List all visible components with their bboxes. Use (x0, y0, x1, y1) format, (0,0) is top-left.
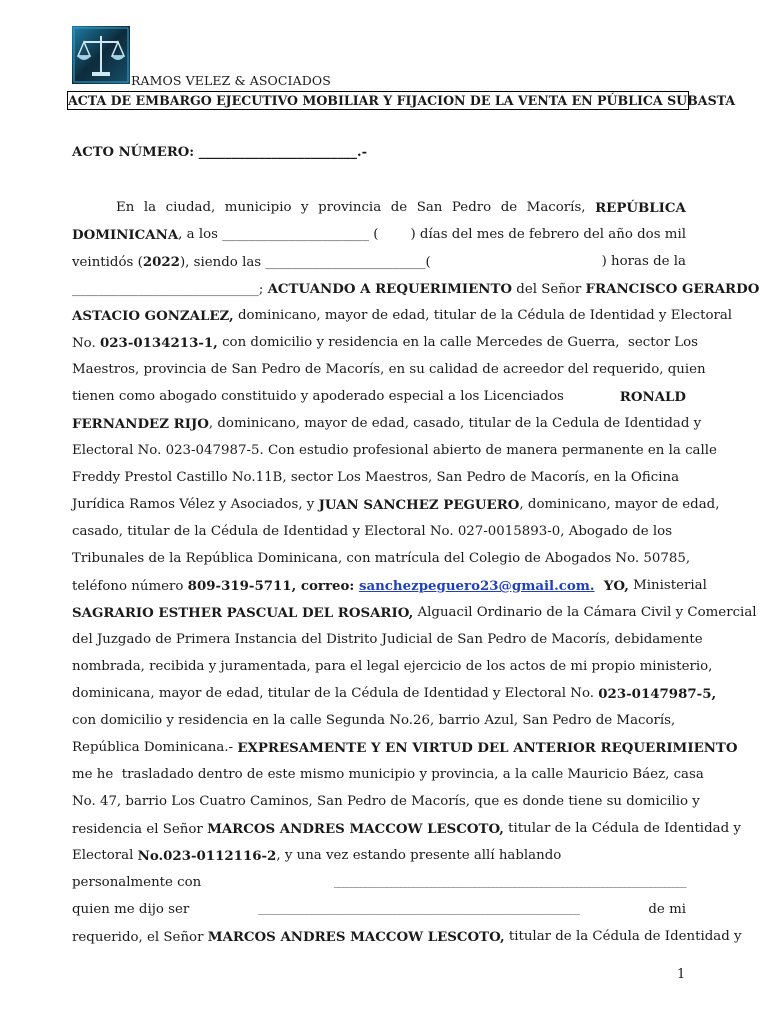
paragraph-line: ____________________________; ACTUANDO A REQUERIMIENTO del Señor FRANCISCO GERARDO (72, 281, 760, 297)
paragraph-line: No. 023-0134213-1, con domicilio y residencia en la calle Mercedes de Guerra, sector Los (72, 335, 698, 351)
act-number: ACTO NÚMERO: ________________________.- (72, 145, 368, 160)
page-number: 1 (677, 967, 686, 982)
document-title: ACTA DE EMBARGO EJECUTIVO MOBILIAR Y FIJACION DE LA VENTA EN PÚBLICA SUBASTA (68, 93, 736, 108)
paragraph-line: dominicana, mayor de edad, titular de la Cédula de Identidad y Electoral No. 023-0147987-5, (72, 686, 717, 702)
paragraph-line: casado, titular de la Cédula de Identidad y Electoral No. 027-0015893-0, Abogado de los (72, 524, 673, 539)
scales-of-justice-icon (72, 26, 130, 84)
paragraph-line: DOMINICANA , a los ______________________ ( ) días del mes de febrero del año dos mil (72, 227, 686, 243)
paragraph-line: Electoral No.023-0112116-2 , y una vez estando presente allí hablando (72, 848, 562, 864)
firm-name: RAMOS VELEZ & ASOCIADOS (131, 73, 331, 88)
paragraph-line: del Juzgado de Primera Instancia del Distrito Judicial de San Pedro de Macorís, debidamente (72, 632, 703, 647)
paragraph-line: personalmente con ________________________________________________________________________________ (72, 875, 686, 890)
paragraph-line: Jurídica Ramos Vélez y Asociados, y JUAN SANCHEZ PEGUERO , dominicano, mayor de edad, (72, 497, 720, 513)
paragraph-line: En la ciudad, municipio y provincia de San Pedro de Macorís, REPÚBLICA (116, 200, 686, 216)
paragraph-line: requerido, el Señor MARCOS ANDRES MACCOW LESCOTO, titular de la Cédula de Identidad y (72, 929, 742, 945)
paragraph-line: Electoral No. 023-047987-5. Con estudio profesional abierto de manera permanente en la calle (72, 443, 717, 458)
paragraph-line: nombrada, recibida y juramentada, para el legal ejercicio de los actos de mi propio ministerio, (72, 659, 713, 674)
paragraph-line: SAGRARIO ESTHER PASCUAL DEL ROSARIO, Alguacil Ordinario de la Cámara Civil y Comercial (72, 605, 757, 621)
paragraph-line: con domicilio y residencia en la calle Segunda No.26, barrio Azul, San Pedro de Macorís, (72, 713, 676, 728)
email-link[interactable]: sanchezpeguero23@gmail.com. (358, 578, 595, 594)
paragraph-line: ASTACIO GONZALEZ, dominicano, mayor de edad, titular de la Cédula de Identidad y Electoral (72, 308, 733, 324)
paragraph-line: FERNANDEZ RIJO , dominicano, mayor de edad, casado, titular de la Cedula de Identidad y (72, 416, 702, 432)
paragraph-line: República Dominicana.- EXPRESAMENTE Y EN VIRTUD DEL ANTERIOR REQUERIMIENTO (72, 740, 738, 756)
paragraph-line: Freddy Prestol Castillo No.11B, sector Los Maestros, San Pedro de Macorís, en la Oficina (72, 470, 680, 485)
paragraph-line: No. 47, barrio Los Cuatro Caminos, San Pedro de Macorís, que es donde tiene su domicilio y (72, 794, 700, 809)
paragraph-line: veintidós (2022), siendo las ________________________( ) horas de la (72, 254, 686, 270)
paragraph-line: Maestros, provincia de San Pedro de Macorís, en su calidad de acreedor del requerido, quien (72, 362, 706, 377)
paragraph-line: Tribunales de la República Dominicana, con matrícula del Colegio de Abogados No. 50785, (72, 551, 691, 566)
paragraph-line: tienen como abogado constituido y apoderado especial a los Licenciados RONALD (72, 389, 686, 405)
paragraph-line: quien me dijo ser _________________________________________________________________________ de mi (72, 902, 686, 917)
paragraph-line: residencia el Señor MARCOS ANDRES MACCOW LESCOTO, titular de la Cédula de Identidad y (72, 821, 741, 837)
paragraph-line: me he trasladado dentro de este mismo municipio y provincia, a la calle Mauricio Báez, casa (72, 767, 704, 782)
paragraph-line: teléfono número 809-319-5711, correo: sanchezpeguero23@gmail.com. YO, Ministerial (72, 578, 707, 594)
firm-logo (72, 26, 130, 84)
